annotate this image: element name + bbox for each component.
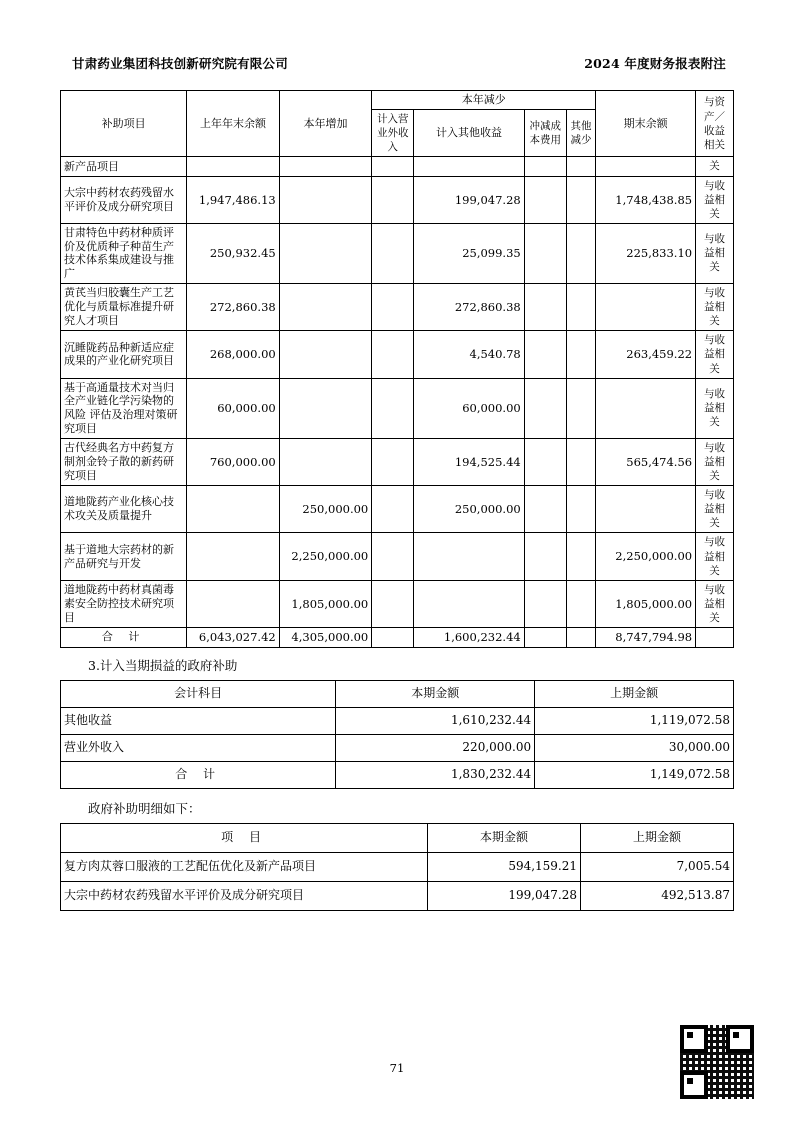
cell-offset	[524, 378, 566, 438]
cell-begin: 760,000.00	[187, 438, 280, 485]
cell-other	[566, 157, 595, 176]
table-row	[61, 734, 734, 761]
th-account: 会计科目	[61, 680, 336, 707]
total-offset	[524, 628, 566, 647]
cell-offset	[524, 486, 566, 533]
qr-code	[680, 1025, 754, 1099]
cell-nonop	[372, 486, 414, 533]
table-total-row	[61, 761, 734, 788]
cell-offset	[524, 176, 566, 223]
cell-account: 营业外收入	[61, 734, 336, 761]
current-profit-loss-table	[60, 680, 734, 789]
table-row	[61, 283, 734, 330]
cell-item: 基于高通量技术对当归全产业链化学污染物的风险 评估及治理对策研究项目	[61, 378, 187, 438]
page-number: 71	[389, 1061, 405, 1075]
cell-other	[566, 331, 595, 378]
cell-other-income	[414, 580, 524, 627]
cell-item: 甘肃特色中药材种质评价及优质种子种苗生产技术体系集成建设与推广	[61, 223, 187, 283]
cell-nonop	[372, 331, 414, 378]
cell-offset	[524, 283, 566, 330]
cell-other-income: 194,525.44	[414, 438, 524, 485]
total-end: 8,747,794.98	[596, 628, 696, 647]
cell-increase	[279, 176, 372, 223]
cell-offset	[524, 438, 566, 485]
th-current-amount: 本期金额	[428, 823, 581, 852]
cell-other	[566, 176, 595, 223]
cell-begin	[187, 486, 280, 533]
cell-end	[596, 283, 696, 330]
cell-increase: 250,000.00	[279, 486, 372, 533]
cell-item: 古代经典名方中药复方制剂金铃子散的新药研究项目	[61, 438, 187, 485]
cell-end: 1,748,438.85	[596, 176, 696, 223]
th-related: 与资产／收益相关	[696, 91, 734, 157]
cell-item: 黄芪当归胶囊生产工艺优化与质量标准提升研究人才项目	[61, 283, 187, 330]
cell-current: 594,159.21	[428, 852, 581, 881]
cell-item: 新产品项目	[61, 157, 187, 176]
cell-other-income: 60,000.00	[414, 378, 524, 438]
cell-increase: 1,805,000.00	[279, 580, 372, 627]
cell-other	[566, 580, 595, 627]
cell-increase	[279, 378, 372, 438]
th-end-balance: 期末余额	[596, 91, 696, 157]
table-header-row	[61, 680, 734, 707]
total-label: 合 计	[61, 761, 336, 788]
cell-other-income	[414, 533, 524, 580]
cell-begin	[187, 157, 280, 176]
th-decrease-group: 本年减少	[372, 91, 596, 110]
cell-related: 与收益相关	[696, 283, 734, 330]
table-row	[61, 707, 734, 734]
cell-item: 道地陇药产业化核心技术攻关及质量提升	[61, 486, 187, 533]
th-dec-other-income: 计入其他收益	[414, 110, 524, 157]
cell-prior: 492,513.87	[581, 881, 734, 910]
cell-other	[566, 223, 595, 283]
cell-nonop	[372, 157, 414, 176]
cell-nonop	[372, 580, 414, 627]
total-increase: 4,305,000.00	[279, 628, 372, 647]
cell-increase	[279, 223, 372, 283]
cell-offset	[524, 580, 566, 627]
cell-other-income: 25,099.35	[414, 223, 524, 283]
cell-offset	[524, 223, 566, 283]
company-name: 甘肃药业集团科技创新研究院有限公司	[72, 56, 288, 71]
cell-end: 225,833.10	[596, 223, 696, 283]
th-current-amount: 本期金额	[336, 680, 535, 707]
th-dec-other: 其他减少	[566, 110, 595, 157]
table-row	[61, 223, 734, 283]
table-row	[61, 881, 734, 910]
cell-end: 2,250,000.00	[596, 533, 696, 580]
report-title: 2024 年度财务报表附注	[584, 56, 726, 71]
cell-item: 基于道地大宗药材的新产品研究与开发	[61, 533, 187, 580]
th-prior-amount: 上期金额	[581, 823, 734, 852]
cell-current: 199,047.28	[428, 881, 581, 910]
cell-increase: 2,250,000.00	[279, 533, 372, 580]
cell-end: 565,474.56	[596, 438, 696, 485]
cell-offset	[524, 331, 566, 378]
table-header-row-1	[61, 91, 734, 110]
cell-related: 关	[696, 157, 734, 176]
cell-related: 与收益相关	[696, 533, 734, 580]
table-row	[61, 580, 734, 627]
cell-nonop	[372, 378, 414, 438]
cell-item: 沉睡陇药品种新适应症成果的产业化研究项目	[61, 331, 187, 378]
cell-related: 与收益相关	[696, 438, 734, 485]
detail-subtitle: 政府补助明细如下：	[88, 800, 201, 816]
cell-related: 与收益相关	[696, 223, 734, 283]
cell-current: 220,000.00	[336, 734, 535, 761]
table-row	[61, 176, 734, 223]
table-row	[61, 533, 734, 580]
cell-other	[566, 378, 595, 438]
cell-begin: 1,947,486.13	[187, 176, 280, 223]
cell-prior: 1,119,072.58	[535, 707, 734, 734]
total-current: 1,830,232.44	[336, 761, 535, 788]
total-nonop	[372, 628, 414, 647]
cell-offset	[524, 533, 566, 580]
total-related	[696, 628, 734, 647]
cell-related: 与收益相关	[696, 176, 734, 223]
cell-related: 与收益相关	[696, 378, 734, 438]
cell-end	[596, 157, 696, 176]
cell-other	[566, 486, 595, 533]
cell-other-income: 250,000.00	[414, 486, 524, 533]
page-header	[72, 54, 726, 72]
cell-end: 263,459.22	[596, 331, 696, 378]
table-row	[61, 486, 734, 533]
cell-other	[566, 533, 595, 580]
cell-project: 复方肉苁蓉口服液的工艺配伍优化及新产品项目	[61, 852, 428, 881]
th-dec-nonop: 计入营业外收入	[372, 110, 414, 157]
government-grant-table	[60, 90, 734, 648]
cell-offset	[524, 157, 566, 176]
cell-begin: 268,000.00	[187, 331, 280, 378]
cell-begin	[187, 533, 280, 580]
cell-end	[596, 486, 696, 533]
cell-other-income: 199,047.28	[414, 176, 524, 223]
table-row	[61, 438, 734, 485]
cell-nonop	[372, 176, 414, 223]
cell-increase	[279, 157, 372, 176]
cell-related: 与收益相关	[696, 580, 734, 627]
cell-item: 道地陇药中药材真菌毒素安全防控技术研究项目	[61, 580, 187, 627]
cell-nonop	[372, 438, 414, 485]
cell-prior: 7,005.54	[581, 852, 734, 881]
cell-prior: 30,000.00	[535, 734, 734, 761]
cell-current: 1,610,232.44	[336, 707, 535, 734]
th-project: 项 目	[61, 823, 428, 852]
cell-increase	[279, 283, 372, 330]
total-other	[566, 628, 595, 647]
table-header-row	[61, 823, 734, 852]
cell-other-income	[414, 157, 524, 176]
cell-project: 大宗中药材农药残留水平评价及成分研究项目	[61, 881, 428, 910]
cell-related: 与收益相关	[696, 486, 734, 533]
total-prior: 1,149,072.58	[535, 761, 734, 788]
cell-other	[566, 438, 595, 485]
cell-begin: 60,000.00	[187, 378, 280, 438]
th-dec-offset-cost: 冲减成本费用	[524, 110, 566, 157]
cell-related: 与收益相关	[696, 331, 734, 378]
cell-nonop	[372, 283, 414, 330]
cell-nonop	[372, 533, 414, 580]
table-row	[61, 331, 734, 378]
cell-nonop	[372, 223, 414, 283]
th-increase: 本年增加	[279, 91, 372, 157]
cell-begin: 272,860.38	[187, 283, 280, 330]
cell-increase	[279, 438, 372, 485]
cell-other	[566, 283, 595, 330]
cell-account: 其他收益	[61, 707, 336, 734]
total-label: 合 计	[61, 628, 187, 647]
grant-detail-table	[60, 823, 734, 911]
cell-other-income: 272,860.38	[414, 283, 524, 330]
cell-begin: 250,932.45	[187, 223, 280, 283]
th-prior-amount: 上期金额	[535, 680, 734, 707]
th-item: 补助项目	[61, 91, 187, 157]
th-begin-balance: 上年年末余额	[187, 91, 280, 157]
table-row	[61, 157, 734, 176]
cell-begin	[187, 580, 280, 627]
cell-end	[596, 378, 696, 438]
table-row	[61, 852, 734, 881]
cell-other-income: 4,540.78	[414, 331, 524, 378]
cell-increase	[279, 331, 372, 378]
table-total-row	[61, 628, 734, 647]
section-3-title: 3.计入当期损益的政府补助	[88, 657, 238, 673]
cell-end: 1,805,000.00	[596, 580, 696, 627]
table-row	[61, 378, 734, 438]
total-other-income: 1,600,232.44	[414, 628, 524, 647]
total-begin: 6,043,027.42	[187, 628, 280, 647]
cell-item: 大宗中药材农药残留水平评价及成分研究项目	[61, 176, 187, 223]
